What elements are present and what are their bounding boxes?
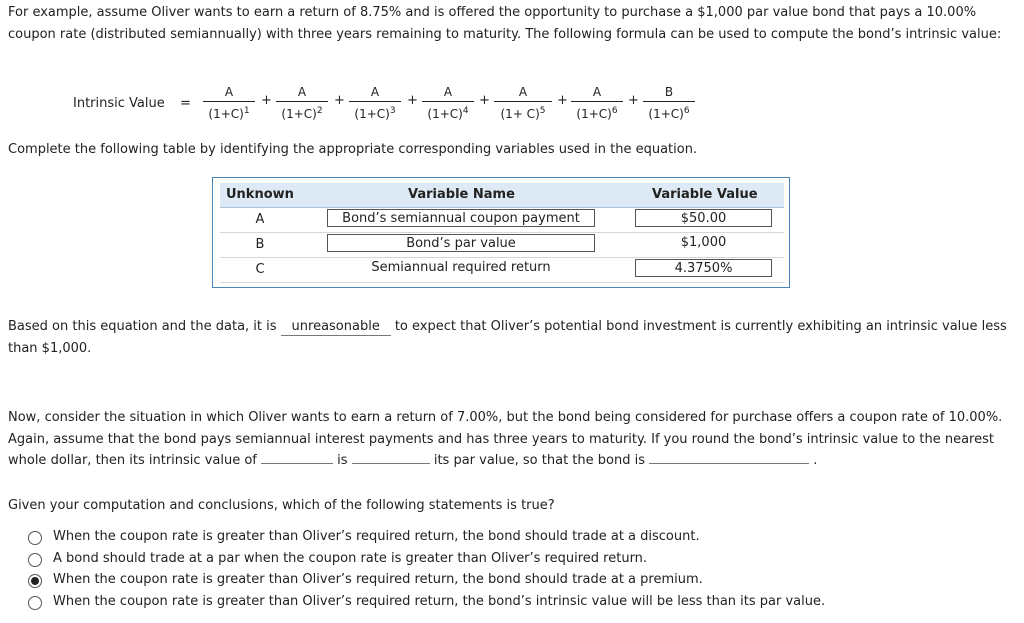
radio-button[interactable] [28,574,42,588]
plus-sign: + [334,93,345,108]
table-row [220,257,784,283]
formula-term [494,84,552,119]
term-numerator: A [592,85,602,99]
radio-button[interactable] [28,531,42,545]
plus-sign: + [628,93,639,108]
unknown-cell: C [255,262,265,277]
formula-equals: = [180,96,191,111]
intrinsic-value-formula [0,84,1024,124]
table-header [220,183,784,208]
variable-name-cell: Semiannual required return [371,260,551,275]
term-denominator: $(1+C)^6$ [648,106,690,121]
conclusion-text-before: Based on this equation and the data, it is [8,319,277,334]
plus-sign: + [407,93,418,108]
term-numerator: A [443,85,453,99]
option-label: When the coupon rate is greater than Oliver’s required return, the bond should trade at a premium. [53,572,703,587]
term-denominator: $(1+C)^4$ [427,106,469,121]
term-denominator: $(1+C)^2$ [281,106,323,121]
plus-sign: + [479,93,490,108]
term-numerator: A [518,85,528,99]
formula-term [349,84,401,119]
scenario-text-1: Now, consider the situation in which Oliver wants to earn a return of 7.00%, but the bond being considered for purchase offers a coupon rate of 10.00%. Again, assume that the bond pays semiannual interest payments and has three years to maturity. If you round the bond’s intrinsic value to the nearest whole dollar, then its intrinsic value of [8,410,1003,468]
table-row [220,232,784,258]
formula-term [276,84,328,119]
intrinsic-value-dropdown[interactable] [261,463,333,464]
reasonable-dropdown[interactable]: unreasonable [281,319,391,336]
variable-name-dropdown[interactable]: Bond’s semiannual coupon payment [327,209,595,227]
radio-button[interactable] [28,553,42,567]
unknown-cell: A [255,212,265,227]
term-numerator: A [297,85,307,99]
option-label: When the coupon rate is greater than Oliver’s required return, the bond’s intrinsic value will be less than its par value. [53,594,826,609]
scenario-text-4: . [813,453,818,468]
formula-term [571,84,623,119]
scenario-text-3: its par value, so that the bond is [433,453,645,468]
variables-table [212,177,790,288]
formula-term [643,84,695,119]
formula-term [203,84,255,119]
table-row [220,207,784,233]
scenario-text-2: is [337,453,348,468]
conclusion-text-after: to expect that Oliver’s potential bond investment is currently exhibiting an intrinsic value less than $1,000. [8,319,1007,356]
term-numerator: B [664,85,674,99]
term-denominator: $(1+ C)^5$ [500,106,546,121]
variable-value-dropdown[interactable]: $50.00 [635,209,772,227]
plus-sign: + [557,93,568,108]
header-variable-name: Variable Name [408,187,515,202]
scenario-paragraph [8,407,1008,472]
conclusion-paragraph [8,316,1008,359]
variable-value-cell: $1,000 [680,235,727,250]
term-denominator: $(1+C)^3$ [354,106,396,121]
table-instruction: Complete the following table by identifying the appropriate corresponding variables used in the equation. [8,142,698,157]
question-text: Given your computation and conclusions, which of the following statements is true? [8,498,555,513]
term-numerator: A [224,85,234,99]
option-label: When the coupon rate is greater than Oliver’s required return, the bond should trade at a discount. [53,529,700,544]
variable-value-dropdown[interactable]: 4.3750% [635,259,772,277]
plus-sign: + [261,93,272,108]
term-denominator: $(1+C)^1$ [208,106,250,121]
unknown-cell: B [255,237,265,252]
variable-name-dropdown[interactable]: Bond’s par value [327,234,595,252]
term-numerator: A [370,85,380,99]
intro-paragraph: For example, assume Oliver wants to earn a return of 8.75% and is offered the opportunity to purchase a $1,000 par value bond that pays a 10.00% coupon rate (distributed semiannually) with three years remaining to maturity. The following formula can be used to compute the bond’s intrinsic value: [8,5,1002,42]
header-variable-value: Variable Value [652,187,758,202]
term-denominator: $(1+C)^6$ [576,106,618,121]
bond-status-dropdown[interactable] [649,463,809,464]
header-unknown: Unknown [226,187,294,202]
comparison-dropdown[interactable] [352,463,430,464]
formula-term [422,84,474,119]
formula-label: Intrinsic Value [73,96,165,111]
option-label: A bond should trade at a par when the coupon rate is greater than Oliver’s required return. [53,551,648,566]
radio-button[interactable] [28,596,42,610]
